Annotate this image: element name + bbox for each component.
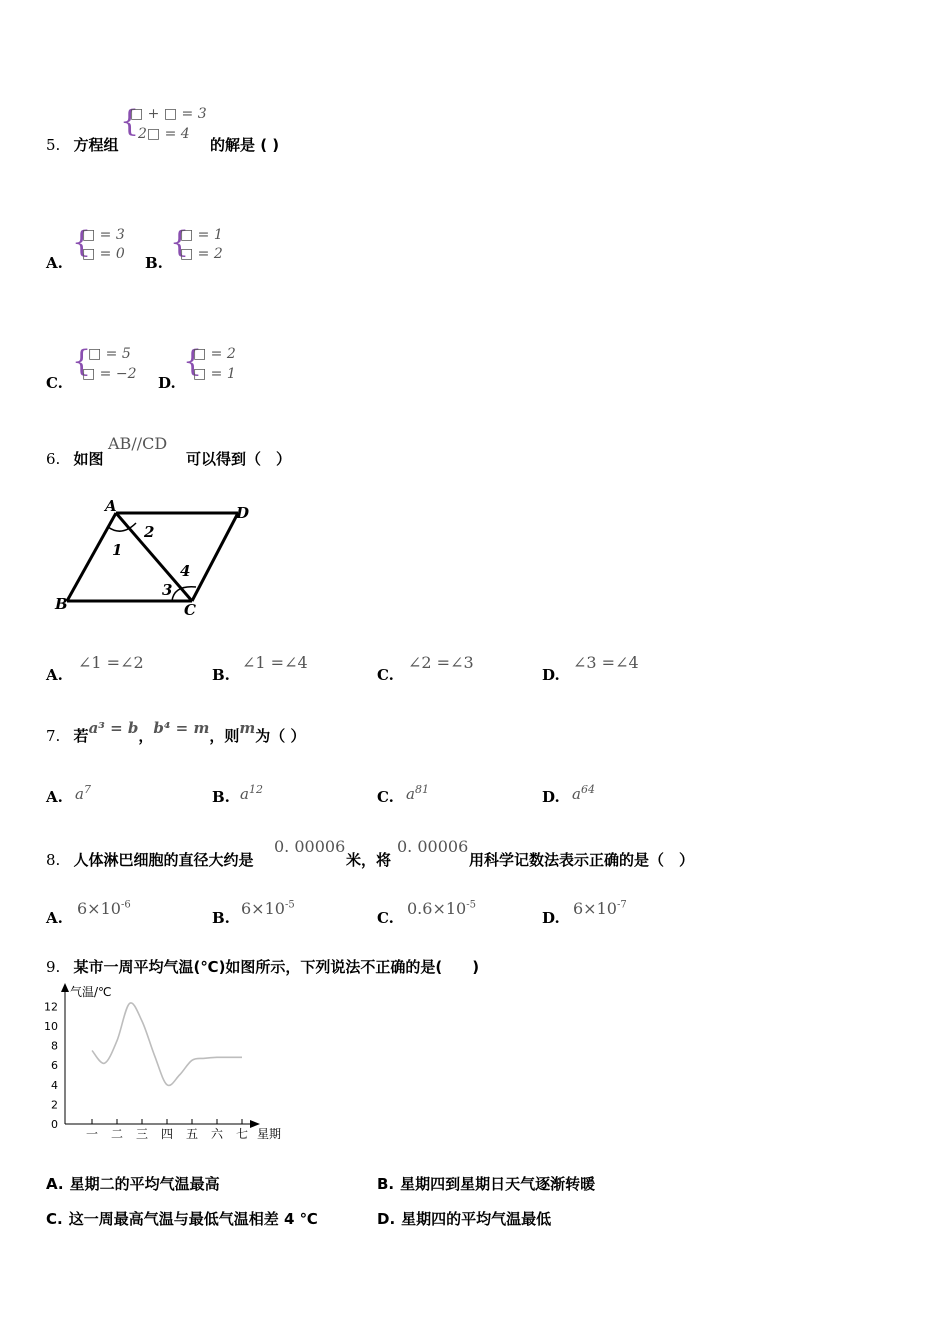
- q8-stem: [46, 849, 254, 870]
- q6-option-c-label[interactable]: C.: [377, 666, 394, 684]
- q9-option-b[interactable]: [377, 1173, 595, 1194]
- sci-exponent: -5: [466, 899, 476, 911]
- q7-option-d-expr[interactable]: [572, 783, 595, 803]
- vertex-a-label: A: [105, 497, 117, 515]
- q7-expr-3: m: [239, 719, 256, 737]
- q7-option-d-label[interactable]: D.: [542, 788, 560, 806]
- q5-option-a-label[interactable]: A.: [46, 254, 63, 272]
- q7-text-2: ，: [138, 727, 154, 745]
- q8-option-a-label[interactable]: A.: [46, 909, 63, 927]
- q9-option-d[interactable]: [377, 1208, 551, 1229]
- q9-stem: [46, 956, 479, 977]
- angle-2-label: 2: [144, 523, 155, 541]
- q5-text-before: 方程组: [73, 136, 119, 154]
- q9-option-c-label: C.: [46, 1210, 63, 1228]
- system-line-1: □ + □ = 3: [130, 106, 207, 122]
- q8-option-b-label[interactable]: B.: [212, 909, 230, 927]
- option-line-1: □ = 5: [88, 346, 131, 362]
- q5-option-d-label[interactable]: D.: [158, 374, 176, 392]
- x-axis-ticks: [86, 1119, 248, 1141]
- x-tick-label: 六: [210, 1127, 224, 1141]
- option-line-1: □ = 2: [193, 346, 236, 362]
- q7-option-b-label[interactable]: B.: [212, 788, 230, 806]
- q7-option-a-expr[interactable]: [75, 783, 91, 803]
- option-brace: {: [170, 225, 190, 260]
- q6-option-b-label[interactable]: B.: [212, 666, 230, 684]
- q6-option-c-expr[interactable]: ∠2 =∠3: [408, 653, 474, 672]
- q9-option-a-label: A.: [46, 1175, 64, 1193]
- power-base: a: [572, 785, 581, 803]
- q8-text-3: 用科学记数法表示正确的是（ ）: [469, 851, 695, 869]
- y-tick-label: 8: [51, 1039, 58, 1053]
- system-brace: {: [120, 104, 140, 139]
- segment-cd: [192, 513, 238, 601]
- segment-ab: [67, 513, 116, 601]
- q5-text-after: 的解是 ( ): [210, 136, 280, 154]
- x-tick-label: 五: [185, 1127, 199, 1141]
- q7-stem: [46, 719, 306, 746]
- q6-option-a-label[interactable]: A.: [46, 666, 63, 684]
- option-line-2: □ = −2: [82, 366, 137, 382]
- power-exponent: 64: [580, 783, 595, 796]
- temperature-line-chart: [38, 980, 298, 1145]
- power-base: a: [75, 785, 84, 803]
- q8-value-2: 0. 00006: [397, 837, 469, 856]
- angle-3-label: 3: [162, 581, 173, 599]
- q8-number: 8.: [46, 851, 61, 869]
- power-exponent: 7: [83, 783, 91, 796]
- sci-exponent: -5: [284, 899, 295, 911]
- option-brace: {: [72, 225, 92, 260]
- q9-option-b-label: B.: [377, 1175, 395, 1193]
- option-line-2: □ = 1: [193, 366, 236, 382]
- y-tick-label: 0: [51, 1118, 58, 1131]
- x-axis-title: 星期: [257, 1127, 282, 1141]
- q5-stem: [46, 134, 119, 155]
- q6-condition: AB//CD: [108, 434, 168, 453]
- temperature-series-line: [92, 1003, 242, 1086]
- q9-option-d-text: 星期四的平均气温最低: [401, 1210, 552, 1228]
- x-tick-label: 一: [85, 1127, 99, 1141]
- y-tick-label: 2: [51, 1098, 58, 1112]
- y-tick-label: 10: [44, 1020, 58, 1033]
- y-tick-label: 6: [51, 1059, 58, 1073]
- q9-option-c-text: 这一周最高气温与最低气温相差 4 ℃: [68, 1210, 318, 1228]
- y-axis-ticks: [44, 1000, 58, 1131]
- q8-text-1: 人体淋巴细胞的直径大约是: [73, 851, 254, 869]
- sci-exponent: -6: [120, 899, 131, 911]
- q7-option-a-label[interactable]: A.: [46, 788, 63, 806]
- power-exponent: 81: [414, 783, 429, 796]
- q8-value-1: 0. 00006: [274, 837, 346, 856]
- q8-option-a-expr[interactable]: [77, 899, 131, 918]
- sci-exponent: -7: [616, 899, 627, 911]
- q9-option-c[interactable]: [46, 1208, 318, 1229]
- option-brace: {: [183, 344, 203, 379]
- angle-1-label: 1: [112, 541, 123, 559]
- q7-text-1: 若: [73, 727, 89, 745]
- q9-number: 9.: [46, 958, 61, 976]
- q6-number: 6.: [46, 450, 61, 468]
- option-line-2: □ = 2: [180, 246, 223, 262]
- power-base: a: [406, 785, 415, 803]
- q5-option-c-label[interactable]: C.: [46, 374, 63, 392]
- q8-option-c-expr[interactable]: [407, 899, 476, 918]
- q7-option-c-expr[interactable]: [406, 783, 429, 803]
- angle-4-label: 4: [180, 562, 191, 580]
- q7-expr-1: a³ = b: [88, 719, 139, 737]
- q6-option-a-expr[interactable]: ∠1 =∠2: [78, 653, 144, 672]
- q6-option-d-label[interactable]: D.: [542, 666, 560, 684]
- q6-stem: [46, 448, 104, 469]
- x-tick-label: 四: [160, 1127, 174, 1141]
- q7-number: 7.: [46, 727, 61, 745]
- y-axis-arrow: [61, 983, 69, 992]
- q8-option-c-label[interactable]: C.: [377, 909, 394, 927]
- q7-option-c-label[interactable]: C.: [377, 788, 394, 806]
- vertex-d-label: D: [236, 504, 250, 522]
- sci-base: 0.6×10: [407, 899, 467, 918]
- option-line-2: □ = 0: [82, 246, 125, 262]
- system-line-2: 2□ = 4: [138, 126, 190, 142]
- q9-option-d-label: D.: [377, 1210, 396, 1228]
- q7-option-b-expr[interactable]: [240, 783, 263, 803]
- sci-base: 6×10: [573, 899, 617, 918]
- sci-base: 6×10: [241, 899, 285, 918]
- vertex-c-label: C: [184, 601, 196, 619]
- q6-option-d-expr[interactable]: ∠3 =∠4: [573, 653, 639, 672]
- power-base: a: [240, 785, 249, 803]
- q6-option-b-expr[interactable]: ∠1 =∠4: [242, 653, 308, 672]
- power-exponent: 12: [248, 783, 263, 796]
- option-brace: {: [72, 344, 92, 379]
- y-tick-label: 4: [51, 1078, 58, 1092]
- q9-option-a-text: 星期二的平均气温最高: [69, 1175, 220, 1193]
- q7-text-3: ，则: [209, 727, 240, 745]
- q6-text-after: 可以得到（ ）: [186, 450, 292, 468]
- option-line-1: □ = 3: [82, 227, 125, 243]
- q5-option-b-label[interactable]: B.: [145, 254, 163, 272]
- x-tick-label: 三: [135, 1127, 149, 1141]
- x-tick-label: 二: [110, 1127, 124, 1141]
- sci-base: 6×10: [77, 899, 121, 918]
- y-axis-title: 气温/℃: [70, 985, 112, 999]
- q8-option-d-expr[interactable]: [573, 899, 627, 918]
- q8-option-d-label[interactable]: D.: [542, 909, 560, 927]
- q7-text-4: 为（ ）: [255, 727, 306, 745]
- vertex-b-label: B: [55, 595, 68, 613]
- x-tick-label: 七: [235, 1127, 249, 1141]
- q7-expr-2: b⁴ = m: [153, 719, 210, 737]
- q8-option-b-expr[interactable]: [241, 899, 295, 918]
- q8-text-2: 米，将: [346, 851, 392, 869]
- y-tick-label: 12: [44, 1000, 58, 1014]
- q6-text-before: 如图: [73, 450, 104, 468]
- q9-option-b-text: 星期四到星期日天气逐渐转暖: [400, 1175, 596, 1193]
- parallelogram-figure: [50, 495, 270, 620]
- q9-text: 某市一周平均气温(℃)如图所示，下列说法不正确的是( ): [73, 958, 480, 976]
- option-line-1: □ = 1: [180, 227, 223, 243]
- q9-option-a[interactable]: [46, 1173, 220, 1194]
- q5-number: 5.: [46, 136, 61, 154]
